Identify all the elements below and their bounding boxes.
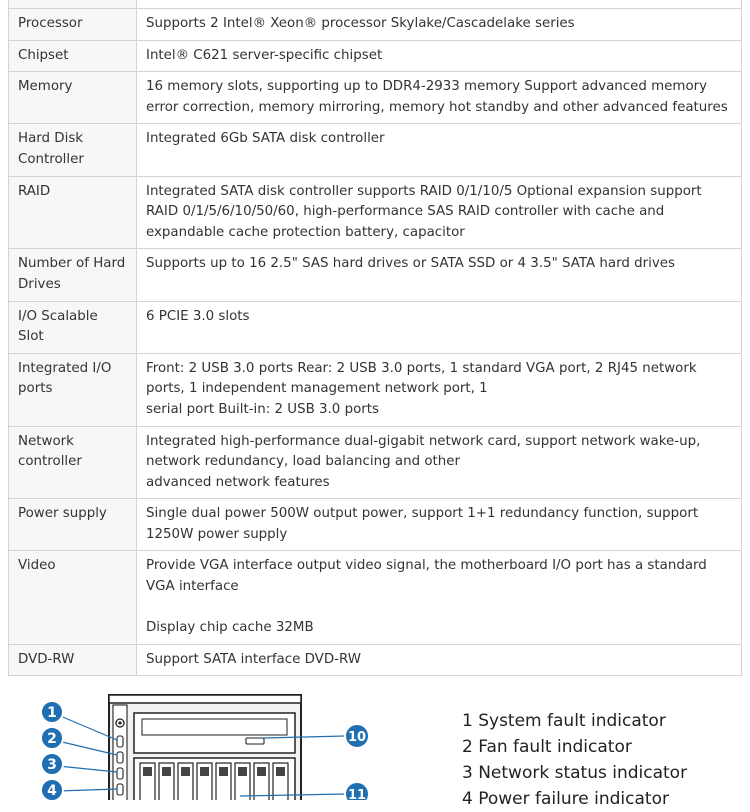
drive-bay-latch-icon — [200, 767, 209, 776]
led-power-fail-icon — [117, 784, 123, 795]
spec-value-line: 6 PCIE 3.0 slots — [146, 308, 250, 324]
table-row-top — [9, 0, 742, 9]
drive-bay-cage — [134, 758, 295, 800]
table-row — [9, 353, 742, 426]
spec-value — [137, 301, 742, 353]
spec-value-line: Intel® C621 server-specific chipset — [146, 47, 383, 63]
drive-bay-latch-icon — [219, 767, 228, 776]
table-row — [9, 176, 742, 249]
spec-value — [137, 353, 742, 426]
legend-item-system-fault: 1 System fault indicator — [462, 711, 666, 731]
spec-value — [137, 124, 742, 176]
spec-value-line: Display chip cache 32MB — [146, 620, 314, 636]
spec-value — [137, 644, 742, 676]
chassis-top-lip — [109, 695, 301, 703]
legend-item-power-failure: 4 Power failure indicator — [462, 789, 669, 809]
spec-value-line: Supports up to 16 2.5" SAS hard drives or SATA SSD or 4 3.5" SATA hard drives — [146, 256, 676, 272]
led-system-fault-icon — [117, 736, 123, 747]
spec-label: Number of Hard Drives — [9, 249, 137, 301]
drive-bay-latch-icon — [257, 767, 266, 776]
spec-label: I/O Scalable Slot — [9, 301, 137, 353]
table-cell-top-value — [137, 0, 742, 9]
spec-value-spacer — [146, 598, 732, 619]
table-row — [9, 9, 742, 41]
table-row — [9, 124, 742, 176]
spec-value-line: 16 memory slots, supporting up to DDR4-2933 memory Support advanced memory error correction, memory mirroring, memory hot standby and other advanced features — [146, 79, 728, 115]
spec-value-line: Support SATA interface DVD-RW — [146, 651, 361, 667]
drive-bay-latch-icon — [238, 767, 247, 776]
legend-item-fan-fault: 2 Fan fault indicator — [462, 737, 632, 757]
spec-label: Integrated I/O ports — [9, 353, 137, 426]
spec-table — [8, 0, 742, 676]
spec-label: Chipset — [9, 40, 137, 72]
spec-value — [137, 40, 742, 72]
spec-label: Network controller — [9, 426, 137, 499]
callout-10-label: 10 — [347, 730, 367, 745]
spec-value — [137, 9, 742, 41]
spec-value — [137, 176, 742, 249]
spec-value — [137, 499, 742, 551]
spec-label: Processor — [9, 9, 137, 41]
table-row — [9, 551, 742, 644]
spec-value-line: advanced network features — [146, 474, 330, 490]
table-cell-top-label — [9, 0, 137, 9]
spec-value-line: Front: 2 USB 3.0 ports Rear: 2 USB 3.0 ports, 1 standard VGA port, 2 RJ45 network ports, 1 independent management network port, 1 — [146, 360, 697, 397]
callout-11-label: 11 — [347, 788, 367, 800]
table-row — [9, 499, 742, 551]
spec-label: Power supply — [9, 499, 137, 551]
spec-value-line: Integrated high-performance dual-gigabit network card, support network wake-up, network redundancy, load balancing and other — [146, 433, 701, 470]
spec-label: RAID — [9, 176, 137, 249]
drive-bay-latch-icon — [143, 767, 152, 776]
spec-label: DVD-RW — [9, 644, 137, 676]
callout-3-label: 3 — [47, 757, 57, 773]
table-row — [9, 426, 742, 499]
table-row — [9, 40, 742, 72]
server-diagram-svg — [30, 683, 380, 800]
drive-bay-latch-icon — [162, 767, 171, 776]
table-row — [9, 644, 742, 676]
legend-item-network-status: 3 Network status indicator — [462, 763, 688, 783]
spec-value-line: Integrated 6Gb SATA disk controller — [146, 131, 385, 147]
spec-value-line: Provide VGA interface output video signal, the motherboard I/O port has a standard VGA interface — [146, 558, 707, 595]
table-row — [9, 301, 742, 353]
spec-value — [137, 249, 742, 301]
optical-drive-tray — [142, 719, 287, 735]
table-row — [9, 72, 742, 124]
led-network-icon — [117, 768, 123, 779]
spec-table-body — [9, 0, 742, 676]
optical-eject-button-icon — [246, 738, 264, 744]
spec-value-line: Supports 2 Intel® Xeon® processor Skylake/Cascadelake series — [146, 16, 575, 31]
spec-label: Hard Disk Controller — [9, 124, 137, 176]
spec-value — [137, 551, 742, 644]
spec-value — [137, 426, 742, 499]
spec-value-line: Integrated SATA disk controller supports RAID 0/1/10/5 Optional expansion support RAID 0/1/5/6/10/50/60, high-performance SAS RAID controller with cache and expandable cache protection battery, capacitor — [146, 183, 702, 240]
spec-value — [137, 72, 742, 124]
drive-bay-latch-icon — [276, 767, 285, 776]
table-row — [9, 249, 742, 301]
drive-bay-latch-icon — [181, 767, 190, 776]
indicator-legend — [462, 708, 687, 812]
spec-value-line: serial port Built-in: 2 USB 3.0 ports — [146, 401, 379, 417]
server-front-panel-diagram — [30, 683, 380, 800]
spec-label: Video — [9, 551, 137, 644]
callout-1-label: 1 — [47, 705, 57, 721]
callout-2-label: 2 — [47, 731, 57, 747]
led-fan-fault-icon — [117, 752, 123, 763]
spec-value-line: Single dual power 500W output power, support 1+1 redundancy function, support 1250W power supply — [146, 506, 699, 542]
spec-label: Memory — [9, 72, 137, 124]
callout-4-label: 4 — [47, 783, 57, 799]
power-button-dot — [118, 721, 121, 724]
